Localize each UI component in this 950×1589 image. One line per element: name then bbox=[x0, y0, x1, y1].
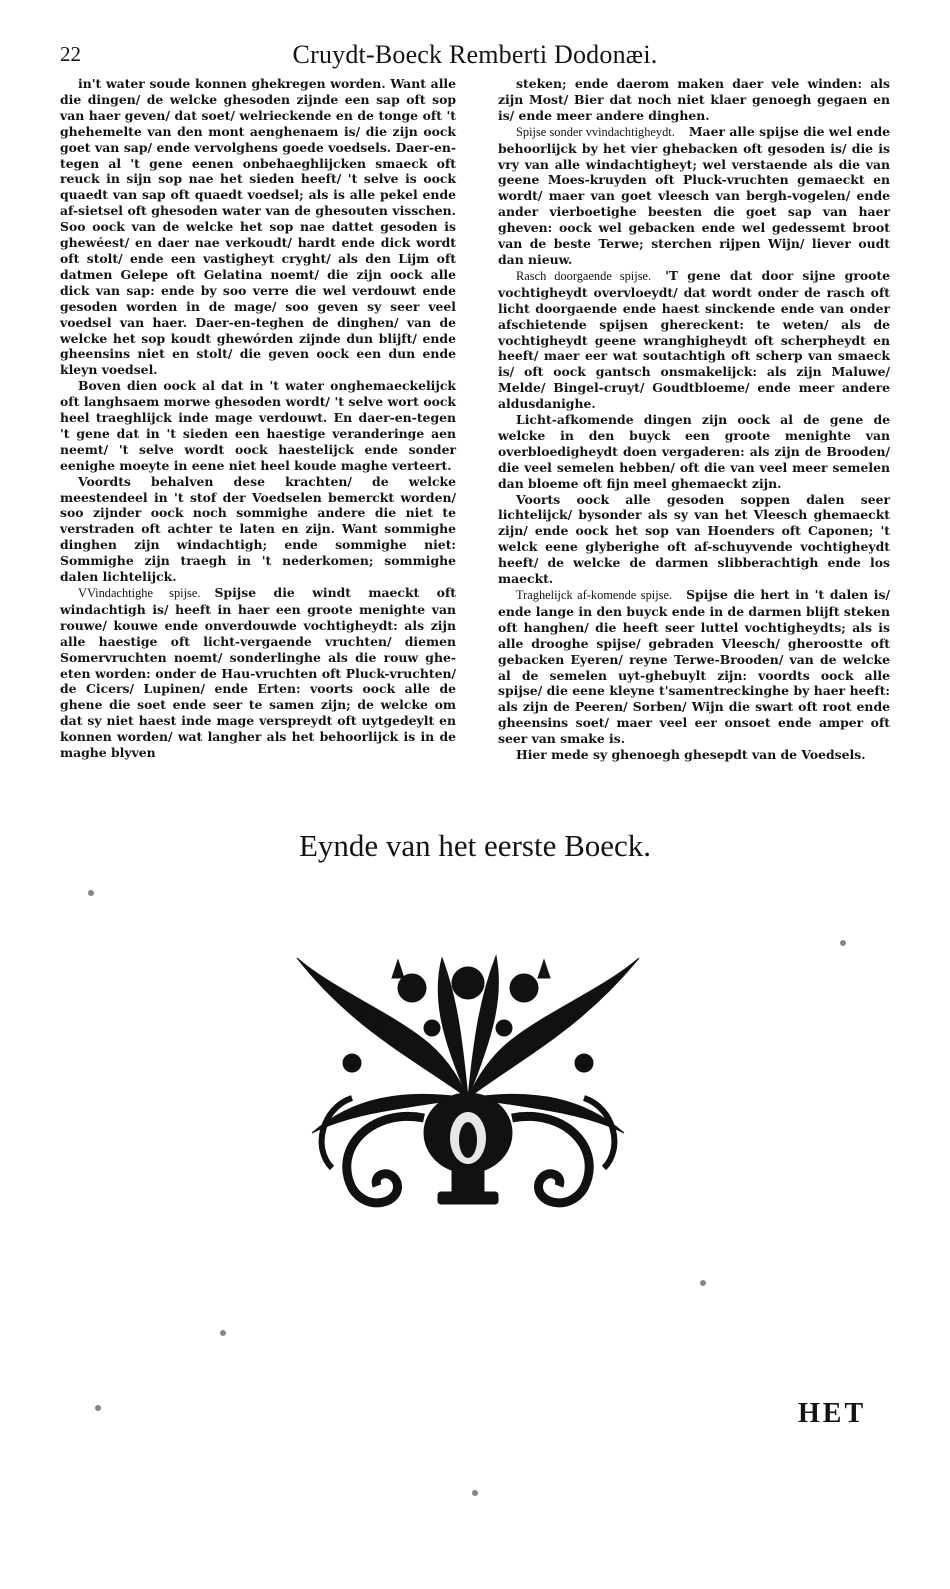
book-end-title: Eynde van het eerste Boeck. bbox=[298, 828, 652, 863]
paragraph bbox=[60, 585, 456, 761]
paragraph-text: Licht-afkomende dingen zijn oock al de gene de welcke in den buyck een groote menighte van overbloedigheydt doen vergaderen: als zijn de Brooden/ die veel semelen hebben/ oft die van veel meer semelen dan bloeme oft fijn meel ghemaeckt zijn. bbox=[498, 412, 890, 491]
paragraph bbox=[498, 587, 890, 747]
paragraph bbox=[498, 747, 890, 763]
margin-note: Spijse sonder vvindachtigheydt. bbox=[516, 124, 675, 139]
text-column-left bbox=[60, 76, 456, 761]
paragraph-text: Hier mede sy ghenoegh ghesepdt van de Voedsels. bbox=[516, 747, 866, 763]
paragraph-text: Spijse die hert in 't dalen is/ ende lange in den buyck ende in de darmen blijft steken oft hanghen/ die heeft seer luttel vochtigheydts; als is alle drooghe spijse/ gebraden Vleesch/ gheroostte oft gebacken Eyeren/ reyne Terwe-Brooden/ van de welcke al de semelen uyt-ghebuylt zijn: voordts oock alle spijse/ die eene kleyne t'samentreckinghe by haer heeft: als zijn de Peeren/ Sorben/ Wijn die swart oft root ende gheensins soet/ maer veel eer onsoet ende amper oft seer van smake is. bbox=[498, 587, 890, 747]
catchword: HET bbox=[798, 1398, 867, 1429]
text-column-right bbox=[498, 76, 890, 763]
flower-vase-ornament-icon bbox=[292, 948, 644, 1248]
running-title: Cruydt-Boeck Remberti Dodonæi. bbox=[292, 40, 658, 69]
paragraph bbox=[60, 474, 456, 585]
paragraph bbox=[498, 76, 890, 124]
paragraph-text: in't water soude konnen ghekregen worden. Want alle die dingen/ de welcke ghesoden zijnde een sap oft sop van haer geven/ dat soet/ welrieckende en de tonge oft 't ghehemelte van den mont aenghenaem is/ die zijn oock goet van sap/ ende vervolghens goede voedsels. Daer-en-tegen al 't gene eenen onbehaeghlijcken smaeck oft reuck in sijn sop nae het sieden heeft/ 't selve is oock quaedt van sap oft quaedt voedsel; als is alle pekel ende af-sietsel oft ghesoden water van de ghesouten visschen. Soo oock van de welcke het sop nae dattet gesoden is ghewéest/ en daer nae verkoudt/ hardt ende dick wordt oft stolt/ ende een vastigheyt cryght/ als den Lijm oft datmen Gelepe oft Gelatina noemt/ die zijn oock alle dick van sap: ende by soo verre die wel verdouwt ende gesoden worden in de mage/ soo geven sy seer veel voedsel van haer. Daer-en-teghen de dinghen/ van de welcke het sop koudt ghewórden zijnde dun blijft/ ende gheensins niet en stolt/ die geven oock een dun ende kleyn voedsel. bbox=[60, 76, 456, 378]
paragraph-text: Spijse die windt maeckt oft windachtigh is/ heeft in haer een groote menighte van rouwe/ kouwe ende onverdouwde vochtigheydt: als zijn alle haestige oft licht-vergaende vruchten/ diemen Somervruchten noemt/ sonderlinghe als die rouw ghe-eten worden: onder de Hau-vruchten oft Pluck-vruchten/ de Cicers/ Lupinen/ ende Erten: voorts oock alle de ghene die soet ende seer te samen zijn; de welcke om dat sy niet haest inde mage verspreydt oft uytgedeylt en konnen worden/ wat langher als het behoorlijck is in de maghe blyven bbox=[60, 585, 457, 761]
scan-speck bbox=[220, 1330, 226, 1336]
margin-note: Traghelijck af-komende spijse. bbox=[516, 588, 673, 602]
scan-speck bbox=[700, 1280, 706, 1286]
paragraph-text: steken; ende daerom maken daer vele winden: als zijn Most/ Bier dat noch niet klaer genoegh gegaen en is/ ende meer andere dinghen. bbox=[498, 76, 890, 123]
scan-speck bbox=[88, 890, 94, 896]
paragraph bbox=[498, 412, 890, 492]
paragraph bbox=[498, 492, 890, 587]
page-header bbox=[60, 40, 890, 76]
paragraph-text: Boven dien oock al dat in 't water onghemaeckelijck oft langhsaem morwe ghesoden wordt/ 't selve wort oock heel traeghlijck inde mage verdouwt. En daer-en-tegen 't gene dat in 't sieden een haestige veranderinge aen neemt/ 't selve wordt oock haestelijck ende sonder eenighe moeyte in eene niet heel koude maghe verteert. bbox=[60, 378, 456, 473]
paragraph-text: Maer alle spijse die wel ende behoorlijck by het vier ghebacken oft gesoden is/ die is vry van alle windachtigheyt; wel verstaende als die van geene Moes-kruyden oft Pluck-vruchten gemaeckt en wordt/ maer van goet vleesch van bergh-vogelen/ ende ander vierboetighe beesten die goet sap van haer gheven: oock wel gebacken ende wel gedessemt broot van de beste Terwe; sterchen rijpen Wijn/ liever oudt dan nieuw. bbox=[498, 123, 890, 267]
margin-note: VVindachtighe spijse. bbox=[78, 586, 201, 600]
paragraph-text: Voordts behalven dese krachten/ de welcke meestendeel in 't stof der Voedselen bemerckt worden/ soo zijnder oock noch sommighe andere die niet te verstraden oft achter te laten en zijn. Want sommighe dinghen zijn windachtigh; ende sommighe niet: Sommighe zijn traegh in 't nederkomen; sommighe dalen lichtelijck. bbox=[60, 473, 456, 585]
scan-speck bbox=[840, 940, 846, 946]
page-number: 22 bbox=[60, 42, 81, 66]
scan-speck bbox=[95, 1405, 101, 1411]
paragraph-text: Voorts oock alle gesoden soppen dalen seer lichtelijck/ bysonder als sy van het Vleesch ghemaeckt zijn/ ende oock het sop van Hoenders oft Caponen; 't welck eene glyberighe oft af-schuyvende vochtigheydt heeft/ de welcke de darmen slibberachtigh ende los maeckt. bbox=[498, 491, 890, 587]
paragraph bbox=[498, 268, 890, 412]
scan-speck bbox=[472, 1490, 478, 1496]
paragraph bbox=[60, 378, 456, 473]
margin-note: Rasch doorgaende spijse. bbox=[516, 268, 652, 283]
paragraph bbox=[498, 124, 890, 268]
paragraph-text: 'T gene dat door sijne groote vochtigheydt overvloeydt/ dat wordt onder de rasch oft licht doorgaende ende haest sinckende ende van onder afschietende spijsen ghereckent: te weten/ als de vochtigheydt geene wranghigheydt oft scherpheydt en heeft/ maer eer wat soutachtigh oft scherp van smaeck is/ oft oock gantsch onsmakelijck: als zijn Maluwe/ Melde/ Bingel-cruyt/ Goudtbloeme/ ende meer andere aldusdanighe. bbox=[498, 267, 890, 412]
paragraph bbox=[60, 76, 456, 378]
